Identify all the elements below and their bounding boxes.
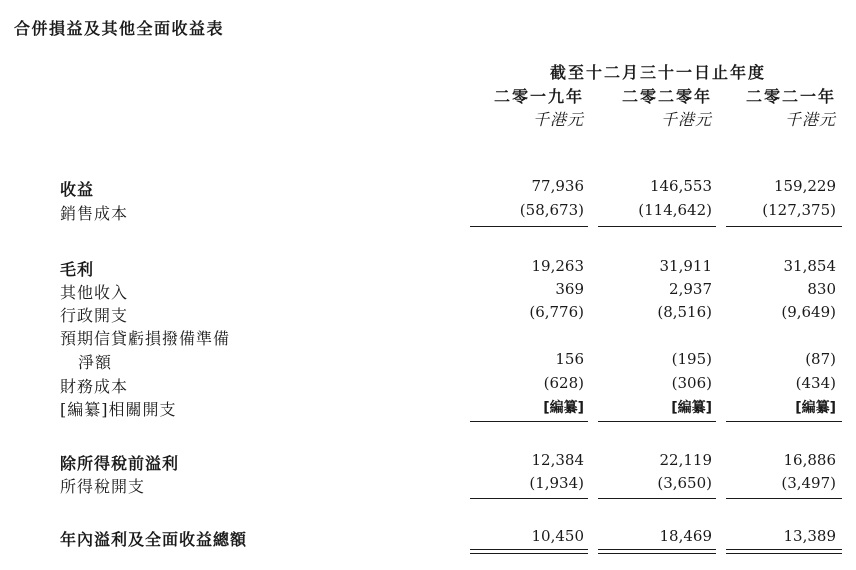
row-cost-of-sales <box>0 201 856 224</box>
row-label: 財務成本 <box>60 377 129 396</box>
row-finance-costs <box>0 374 856 397</box>
row-label: 所得稅開支 <box>60 477 146 496</box>
value-2020: 22,119 <box>659 451 712 469</box>
row-ecl-net <box>0 350 856 373</box>
value-2021: (3,497) <box>781 474 836 492</box>
subtotal-rule <box>598 498 716 499</box>
row-ecl-provision <box>0 326 856 349</box>
unit-2019: 千港元 <box>532 110 584 129</box>
subtotal-rule <box>598 226 716 227</box>
row-other-income <box>0 280 856 303</box>
statement-title: 合併損益及其他全面收益表 <box>14 19 225 38</box>
value-2020: 146,553 <box>649 177 712 195</box>
value-2019: (6,776) <box>529 303 584 321</box>
subtotal-rule <box>726 421 842 422</box>
row-label: 行政開支 <box>60 306 129 325</box>
value-2021: 159,229 <box>773 177 836 195</box>
value-2019: (1,934) <box>529 474 584 492</box>
subtotal-rule <box>598 421 716 422</box>
row-label: 收益 <box>60 180 95 199</box>
value-2021: (87) <box>805 350 836 368</box>
row-gross-profit <box>0 257 856 280</box>
row-revenue <box>0 177 856 200</box>
row-label: 除所得稅前溢利 <box>60 454 180 473</box>
value-2019: (58,673) <box>519 201 584 219</box>
total-double-rule <box>598 549 716 554</box>
value-2019: [編纂] <box>543 400 584 416</box>
year-2021-header: 二零二一年 <box>745 87 836 106</box>
row-label: [編纂]相關開支 <box>60 400 177 419</box>
value-2020: 31,911 <box>659 257 712 275</box>
row-redacted-expenses <box>0 397 856 420</box>
total-double-rule <box>726 549 842 554</box>
year-2020-header: 二零二零年 <box>621 87 712 106</box>
value-2020: 18,469 <box>659 527 712 545</box>
value-2021: (9,649) <box>781 303 836 321</box>
value-2019: 369 <box>555 280 584 298</box>
subtotal-rule <box>470 498 588 499</box>
row-profit-before-tax <box>0 451 856 474</box>
row-label: 其他收入 <box>60 283 129 302</box>
value-2020: [編纂] <box>671 400 712 416</box>
value-2019: 19,263 <box>531 257 584 275</box>
row-total-comprehensive-income <box>0 527 856 550</box>
period-header: 截至十二月三十一日止年度 <box>549 63 766 82</box>
value-2020: 2,937 <box>669 280 712 298</box>
value-2021: (127,375) <box>762 201 836 219</box>
total-double-rule <box>470 549 588 554</box>
row-label: 預期信貸虧損撥備準備 <box>60 329 231 348</box>
value-2019: 156 <box>555 350 584 368</box>
subtotal-rule <box>470 226 588 227</box>
row-label: 淨額 <box>78 353 113 372</box>
row-income-tax <box>0 474 856 497</box>
year-2019-header: 二零一九年 <box>493 87 584 106</box>
row-label: 年內溢利及全面收益總額 <box>60 530 248 549</box>
subtotal-rule <box>470 421 588 422</box>
value-2021: 830 <box>807 280 836 298</box>
value-2021: 31,854 <box>783 257 836 275</box>
value-2020: (8,516) <box>657 303 712 321</box>
row-administrative-expenses <box>0 303 856 326</box>
subtotal-rule <box>726 498 842 499</box>
value-2020: (114,642) <box>638 201 712 219</box>
value-2019: 10,450 <box>531 527 584 545</box>
unit-2021: 千港元 <box>784 110 836 129</box>
row-label: 毛利 <box>60 260 95 279</box>
value-2021: (434) <box>795 374 836 392</box>
subtotal-rule <box>726 226 842 227</box>
value-2021: 13,389 <box>783 527 836 545</box>
value-2019: 12,384 <box>531 451 584 469</box>
value-2020: (306) <box>671 374 712 392</box>
row-label: 銷售成本 <box>60 204 129 223</box>
value-2021: 16,886 <box>783 451 836 469</box>
unit-2020: 千港元 <box>660 110 712 129</box>
value-2019: 77,936 <box>531 177 584 195</box>
value-2020: (195) <box>671 350 712 368</box>
value-2020: (3,650) <box>657 474 712 492</box>
value-2019: (628) <box>543 374 584 392</box>
value-2021: [編纂] <box>795 400 836 416</box>
